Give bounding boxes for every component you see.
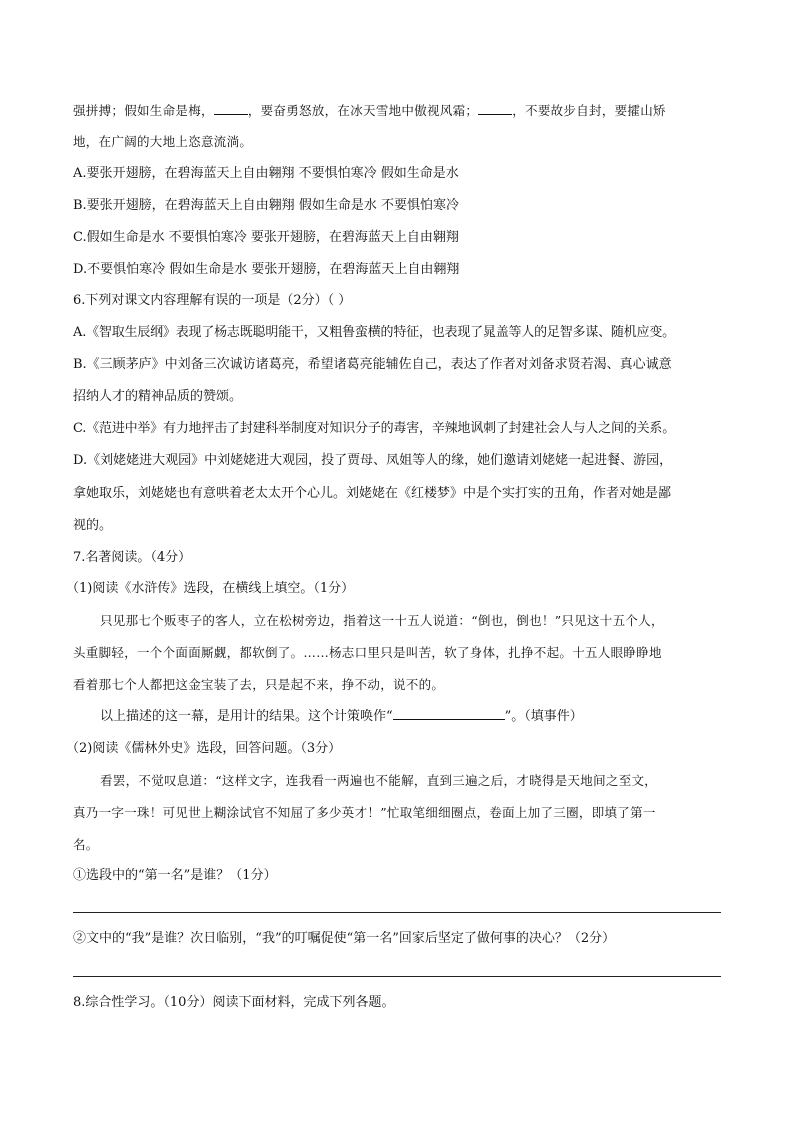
q6-option-d-line-2: 拿她取乐，刘姥姥也有意哄着老太太开个心儿。刘姥姥在《红楼梦》中是个实打实的丑角，作者对她是鄙 [73, 486, 672, 501]
q7-sub1-answer-line[interactable] [73, 912, 721, 913]
q5-stem-line-2: 地，在广阔的大地上恣意流淌。 [73, 134, 253, 149]
q5-option-c: C.假如生命是水 不要惧怕寒冷 要张开翅膀，在碧海蓝天上自由翱翔 [73, 230, 459, 245]
q7-sub-question-1: ①选段中的“第一名”是谁？（1分） [73, 868, 277, 883]
q7-fill-sentence [100, 707, 724, 727]
q5-option-a: A.要张开翅膀，在碧海蓝天上自由翱翔 不要惧怕寒冷 假如生命是水 [73, 166, 459, 181]
q6-option-c: C.《范进中举》有力地抨击了封建科举制度对知识分子的毒害，辛辣地讽刺了封建社会人与人之间的关系。 [73, 421, 676, 436]
q6-option-a: A.《智取生辰纲》表现了杨志既聪明能干，又粗鲁蛮横的特征，也表现了晁盖等人的足智多谋、随机应变。 [73, 325, 675, 340]
q7-sub2-answer-line[interactable] [73, 976, 721, 977]
q7-passage2-line-1: 看罢，不觉叹息道：“这样文字，连我看一两遍也不能解，直到三遍之后，才晓得是天地间之至文， [100, 773, 658, 788]
q7-part1-stem: （1)阅读《水浒传》选段，在横线上填空。（1分） [66, 581, 355, 596]
q5-blank-1 [214, 103, 248, 115]
q6-option-d-line-3: 视的。 [73, 518, 113, 533]
q5-option-d: D.不要惧怕寒冷 假如生命是水 要张开翅膀，在碧海蓝天上自由翱翔 [73, 262, 460, 277]
q6-option-b-line-2: 招纳人才的精神品质的赞颂。 [73, 389, 243, 404]
q7-sub-question-2: ②文中的“我”是谁？次日临别，“我”的叮嘱促使“第一名”回家后坚定了做何事的决心？（2分） [73, 931, 616, 946]
q5-option-b: B.要张开翅膀，在碧海蓝天上自由翱翔 假如生命是水 不要惧怕寒冷 [73, 198, 459, 213]
q8-stem: 8.综合性学习。（10分）阅读下面材料，完成下列各题。 [73, 995, 395, 1010]
q7-part2-stem: （2)阅读《儒林外史》选段，回答问题。（3分） [66, 741, 342, 756]
q7-passage1-line-2: 头重脚轻，一个个面面厮觑，都软倒了。……杨志口里只是叫苦，软了身体，扎挣不起。十五人眼睁睁地 [73, 645, 662, 660]
q6-option-b-line-1: B.《三顾茅庐》中刘备三次诚访诸葛亮，希望诸葛亮能辅佐自己，表达了作者对刘备求贤若渴、真心诚意 [73, 357, 672, 372]
q6-option-d-line-1: D.《刘姥姥进大观园》中刘姥姥进大观园，投了贾母、凤姐等人的缘，她们邀请刘姥姥一起进餐、游园， [73, 453, 673, 468]
q5-stem-line-1 [73, 101, 724, 121]
q7-passage1-line-1: 只见那七个贩枣子的客人，立在松树旁边，指着这一十五人说道：“倒也，倒也！”只见这十五个人， [100, 613, 664, 628]
q7-fill-part-a: 以上描述的这一幕，是用计的结果。这个计策唤作“ [100, 709, 393, 724]
q7-stem: 7.名著阅读。（4分） [73, 550, 192, 565]
q5-blank-2 [478, 103, 512, 115]
q5-stem-part-c: ，不要故步自封，要攉山矫 [512, 103, 666, 118]
q7-passage2-line-2: 真乃一字一珠！可见世上糊涂试官不知屈了多少英才！”忙取笔细细圈点，卷面上加了三圈，即填了第一 [73, 805, 656, 820]
q7-passage1-line-3: 看着那七个人都把这金宝装了去，只是起不来，挣不动，说不的。 [73, 677, 445, 692]
q7-fill-part-b: ”。（填事件） [504, 709, 583, 724]
q5-stem-part-a: 强拼搏；假如生命是梅， [73, 103, 214, 118]
q5-stem-part-b: ，要奋勇怒放，在冰天雪地中傲视风霜； [247, 103, 479, 118]
q7-passage2-line-3: 名。 [73, 837, 99, 852]
q7-answer-blank[interactable] [393, 708, 505, 720]
q6-stem: 6.下列对课文内容理解有误的一项是（2分）（ ） [73, 293, 352, 308]
